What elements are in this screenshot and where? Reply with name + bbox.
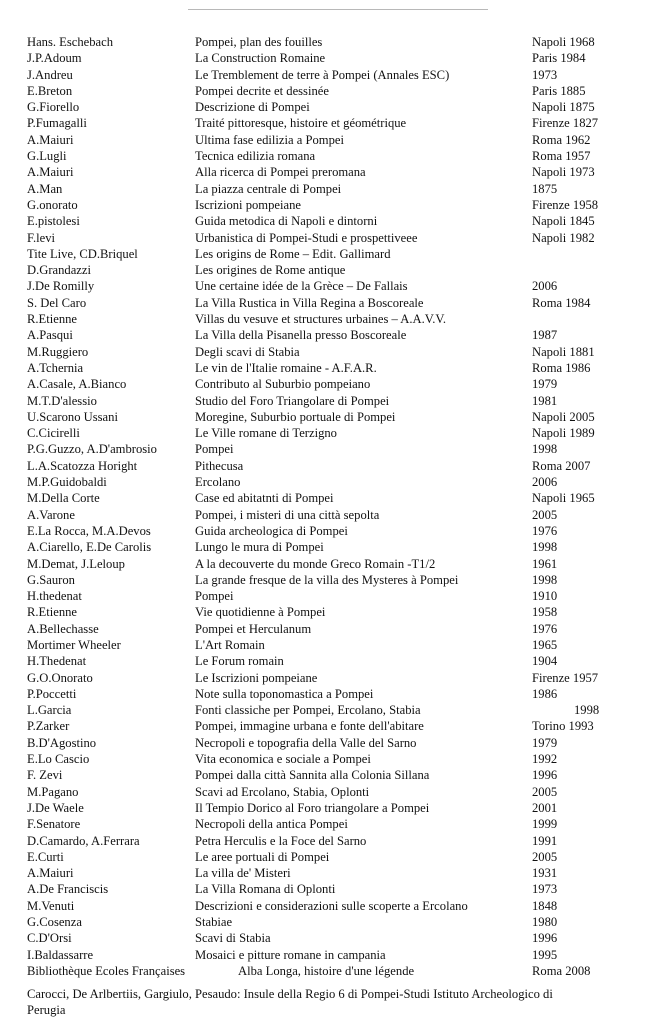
entry-publication: Napoli 1881	[532, 344, 595, 359]
entry-author: E.pistolesi	[27, 214, 80, 229]
entry-publication: 1875	[532, 181, 558, 196]
entry-author: G.O.Onorato	[27, 670, 93, 685]
entry-author: J.P.Adoum	[27, 51, 82, 66]
entry-publication: Napoli 1965	[532, 491, 595, 506]
entry-author: J.De Waele	[27, 800, 84, 815]
bibliography-entry	[27, 556, 637, 572]
bibliography-entry	[27, 474, 637, 490]
bibliography-entry	[27, 653, 637, 669]
bibliography-entry	[27, 621, 637, 637]
entry-title: Moregine, Suburbio portuale di Pompei	[195, 409, 396, 424]
entry-title: La grande fresque de la villa des Mysteres à Pompei	[195, 572, 459, 587]
entry-title: Petra Herculis e la Foce del Sarno	[195, 833, 367, 848]
entry-title: Le Tremblement de terre à Pompei (Annales ESC)	[195, 67, 450, 82]
entry-title: Pompei, i misteri di una città sepolta	[195, 507, 380, 522]
entry-author: C.D'Orsi	[27, 931, 72, 946]
entry-title: Vita economica e sociale a Pompei	[195, 752, 371, 767]
entry-title: Note sulla toponomastica a Pompei	[195, 686, 374, 701]
entry-title: Degli scavi di Stabia	[195, 344, 300, 359]
bibliography-entry	[27, 637, 637, 653]
entry-title: Pompei et Herculanum	[195, 621, 312, 636]
entry-author: P.Poccetti	[27, 686, 77, 701]
entry-title: Alba Longa, histoire d'une légende	[238, 963, 415, 978]
entry-title: La Construction Romaine	[195, 51, 326, 66]
entry-title: La Villa della Pisanella presso Boscoreale	[195, 328, 407, 343]
entry-author: G.Fiorello	[27, 100, 80, 115]
bibliography-entry	[27, 588, 637, 604]
entry-author: B.D'Agostino	[27, 735, 97, 750]
bibliography-entry	[27, 376, 637, 392]
entry-title: Stabiae	[195, 915, 233, 930]
bibliography-entry	[27, 507, 637, 523]
entry-author: M.Demat, J.Leloup	[27, 556, 125, 571]
entry-publication: 1973	[532, 67, 558, 82]
bibliography-entry	[27, 246, 637, 262]
entry-author: M.Della Corte	[27, 491, 100, 506]
bibliography-entry	[27, 409, 637, 425]
entry-title: Le aree portuali di Pompei	[195, 849, 330, 864]
entry-author: J.Andreu	[27, 67, 73, 82]
entry-author: E.Curti	[27, 849, 64, 864]
entry-title: A la decouverte du monde Greco Romain -T1/2	[195, 556, 436, 571]
entry-publication: Paris 1885	[532, 83, 586, 98]
entry-title: Pithecusa	[195, 458, 244, 473]
entry-author: M.T.D'alessio	[27, 393, 97, 408]
entry-publication: 1998	[532, 442, 558, 457]
entry-publication: 1848	[532, 898, 558, 913]
entry-title: Fonti classiche per Pompei, Ercolano, Stabia	[195, 703, 421, 718]
entry-publication: 1976	[532, 523, 558, 538]
entry-author: A.Pasqui	[27, 328, 73, 343]
bibliography-entry	[27, 833, 637, 849]
bibliography-entry	[27, 327, 637, 343]
bibliography-entry	[27, 344, 637, 360]
entry-author: L.A.Scatozza Horight	[27, 458, 138, 473]
entry-title: Pompei	[195, 442, 234, 457]
bibliography-entry	[27, 67, 637, 83]
entry-title: Il Tempio Dorico al Foro triangolare a Pompei	[195, 800, 430, 815]
entry-publication: 2001	[532, 800, 558, 815]
bibliography-entry	[27, 604, 637, 620]
entry-publication: 1995	[532, 947, 558, 962]
entry-author: A.Bellechasse	[27, 621, 99, 636]
entry-title: Mosaici e pitture romane in campania	[195, 947, 386, 962]
entry-title: Pompei	[195, 589, 234, 604]
bibliography-entry	[27, 735, 637, 751]
bibliography-entry	[27, 539, 637, 555]
entry-title: Pompei dalla città Sannita alla Colonia Sillana	[195, 768, 430, 783]
entry-title: Les origines de Rome antique	[195, 263, 346, 278]
bibliography-entry	[27, 213, 637, 229]
entry-publication: Napoli 1982	[532, 230, 595, 245]
bibliography-entry	[27, 686, 637, 702]
bibliography-entry	[27, 262, 637, 278]
entry-publication: 1979	[532, 377, 558, 392]
bibliography-entry	[27, 865, 637, 881]
entry-publication: 1986	[532, 686, 558, 701]
entry-author: H.Thedenat	[27, 654, 87, 669]
entry-title: Guida metodica di Napoli e dintorni	[195, 214, 378, 229]
entry-title: Les origins de Rome – Edit. Gallimard	[195, 246, 391, 261]
entry-title: Tecnica edilizia romana	[195, 149, 316, 164]
entry-publication: 1996	[532, 931, 558, 946]
bibliography-entry	[27, 181, 637, 197]
entry-title: Scavi ad Ercolano, Stabia, Oplonti	[195, 784, 370, 799]
bibliography-entry	[27, 816, 637, 832]
top-divider	[188, 9, 488, 10]
entry-publication: 1965	[532, 637, 558, 652]
entry-title: Ultima fase edilizia a Pompei	[195, 132, 344, 147]
entry-publication: Roma 2008	[532, 963, 591, 978]
entry-author: U.Scarono Ussani	[27, 409, 118, 424]
entry-author: Mortimer Wheeler	[27, 637, 121, 652]
entry-publication: 1958	[532, 605, 558, 620]
entry-title: Pompei, immagine urbana e fonte dell'abitare	[195, 719, 424, 734]
entry-publication: Firenze 1958	[532, 197, 599, 212]
entry-title: Case ed abitatnti di Pompei	[195, 491, 334, 506]
entry-title: Guida archeologica di Pompei	[195, 523, 348, 538]
entry-title: Iscrizioni pompeiane	[195, 197, 301, 212]
entry-author: A.Maiuri	[27, 132, 74, 147]
bibliography-entry	[27, 898, 637, 914]
entry-author: G.Cosenza	[27, 915, 82, 930]
bibliography-entry	[27, 50, 637, 66]
entry-publication: Roma 2007	[532, 458, 591, 473]
entry-title: Necropoli e topografia della Valle del Sarno	[195, 735, 417, 750]
entry-publication: Firenze 1827	[532, 116, 599, 131]
entry-title: L'Art Romain	[195, 637, 265, 652]
bibliography-entry	[27, 751, 637, 767]
entry-author: Tite Live, CD.Briquel	[27, 246, 138, 261]
entry-publication: Napoli 1989	[532, 426, 595, 441]
entry-publication: 1976	[532, 621, 558, 636]
entry-author: Hans. Eschebach	[27, 35, 114, 49]
entry-author: D.Grandazzi	[27, 263, 91, 278]
entry-author: P.G.Guzzo, A.D'ambrosio	[27, 442, 157, 457]
entry-author: G.Lugli	[27, 149, 67, 164]
entry-publication: 1991	[532, 833, 558, 848]
entry-author: E.La Rocca, M.A.Devos	[27, 523, 151, 538]
entry-publication: 1931	[532, 866, 558, 881]
entry-author: A.Maiuri	[27, 165, 74, 180]
entry-author: C.Cicirelli	[27, 426, 80, 441]
bibliography-footer-line-1: Carocci, De Arlbertiis, Gargiulo, Pesaudo: Insule della Regio 6 di Pompei-Studi Istituto Archeologico di	[27, 987, 553, 1001]
bibliography-entry	[27, 881, 637, 897]
bibliography-entry	[27, 148, 637, 164]
bibliography-entry	[27, 523, 637, 539]
entry-publication: Torino 1993	[532, 719, 594, 734]
entry-author: Bibliothèque Ecoles Françaises	[27, 963, 186, 978]
bibliography-entry	[27, 930, 637, 946]
entry-title: Descrizioni e considerazioni sulle scoperte a Ercolano	[195, 898, 468, 913]
entry-title: Urbanistica di Pompei-Studi e prospettiveee	[195, 230, 418, 245]
entry-author: J.De Romilly	[27, 279, 95, 294]
entry-title: Le Forum romain	[195, 654, 284, 669]
entry-publication: 1992	[532, 752, 558, 767]
entry-author: M.Ruggiero	[27, 344, 89, 359]
entry-title: Pompei decrite et dessinée	[195, 83, 329, 98]
entry-publication: Napoli 1973	[532, 165, 595, 180]
bibliography-entry	[27, 360, 637, 376]
entry-title: Le Ville romane di Terzigno	[195, 426, 337, 441]
entry-title: Lungo le mura di Pompei	[195, 540, 324, 555]
entry-author: A.Varone	[27, 507, 75, 522]
bibliography-entry	[27, 132, 637, 148]
bibliography-entry	[27, 115, 637, 131]
entry-title: Scavi di Stabia	[195, 931, 271, 946]
bibliography-entry	[27, 441, 637, 457]
bibliography-entry	[27, 784, 637, 800]
entry-author: G.onorato	[27, 197, 78, 212]
bibliography-entry	[27, 164, 637, 180]
entry-title: Villas du vesuve et structures urbaines – A.A.V.V.	[195, 312, 446, 327]
entry-author: R.Etienne	[27, 605, 78, 620]
entry-publication: 1961	[532, 556, 558, 571]
bibliography-entry	[27, 34, 637, 50]
entry-title: Une certaine idée de la Grèce – De Fallais	[195, 279, 408, 294]
entry-author: A.Tchernia	[27, 360, 84, 375]
entry-title: La piazza centrale di Pompei	[195, 181, 342, 196]
entry-author: M.P.Guidobaldi	[27, 475, 107, 490]
entry-author: A.Casale, A.Bianco	[27, 377, 127, 392]
entry-title: La villa de' Misteri	[195, 866, 291, 881]
entry-publication: 1981	[532, 393, 558, 408]
bibliography-entry	[27, 963, 637, 979]
entry-publication: 1979	[532, 735, 558, 750]
entry-author: I.Baldassarre	[27, 947, 94, 962]
bibliography-entry	[27, 849, 637, 865]
entry-publication: Napoli 1968	[532, 35, 595, 49]
entry-publication: Firenze 1957	[532, 670, 599, 685]
entry-publication: Roma 1984	[532, 295, 591, 310]
entry-author: H.thedenat	[27, 589, 82, 604]
bibliography-entry	[27, 230, 637, 246]
entry-author: G.Sauron	[27, 572, 75, 587]
entry-author: L.Garcia	[27, 703, 72, 718]
entry-publication: 1998	[532, 572, 558, 587]
entry-author: E.Breton	[27, 83, 73, 98]
entry-title: Necropoli della antica Pompei	[195, 817, 348, 832]
entry-publication: Roma 1957	[532, 149, 591, 164]
entry-author: M.Pagano	[27, 784, 79, 799]
entry-publication: Roma 1962	[532, 132, 591, 147]
bibliography-entry	[27, 99, 637, 115]
entry-publication: 2006	[532, 279, 558, 294]
bibliography-entry	[27, 914, 637, 930]
entry-publication: 2005	[532, 784, 558, 799]
entry-publication: 1910	[532, 589, 558, 604]
entry-publication: 1973	[532, 882, 558, 897]
bibliography-entry	[27, 702, 637, 718]
bibliography-entry	[27, 278, 637, 294]
entry-author: R.Etienne	[27, 312, 78, 327]
entry-title: Le vin de l'Italie romaine - A.F.A.R.	[195, 360, 377, 375]
entry-title: Descrizione di Pompei	[195, 100, 310, 115]
bibliography-entry	[27, 425, 637, 441]
entry-title: Traité pittoresque, histoire et géométrique	[195, 116, 407, 131]
entry-title: Pompei, plan des fouilles	[195, 35, 323, 49]
entry-author: S. Del Caro	[27, 295, 87, 310]
entry-publication: 1987	[532, 328, 558, 343]
entry-publication: 1904	[532, 654, 558, 669]
entry-publication: 2005	[532, 849, 558, 864]
entry-title: Vie quotidienne à Pompei	[195, 605, 326, 620]
bibliography-entry	[27, 767, 637, 783]
entry-title: La Villa Rustica in Villa Regina a Boscoreale	[195, 295, 424, 310]
entry-author: E.Lo Cascio	[27, 752, 90, 767]
bibliography-entry	[27, 490, 637, 506]
entry-author: F.Senatore	[27, 817, 81, 832]
entry-title: Alla ricerca di Pompei preromana	[195, 165, 366, 180]
entry-publication: 1998	[532, 540, 558, 555]
bibliography-entry	[27, 718, 637, 734]
entry-author: F.levi	[27, 230, 56, 245]
entry-title: Le Iscrizioni pompeiane	[195, 670, 318, 685]
entry-publication: Napoli 1845	[532, 214, 595, 229]
entry-title: Ercolano	[195, 475, 241, 490]
entry-author: F. Zevi	[27, 768, 63, 783]
entry-title: Studio del Foro Triangolare di Pompei	[195, 393, 390, 408]
entry-publication: 1996	[532, 768, 558, 783]
entry-title: La Villa Romana di Oplonti	[195, 882, 336, 897]
bibliography-entry	[27, 670, 637, 686]
entry-publication: 1999	[532, 817, 558, 832]
entry-publication: 1980	[532, 915, 558, 930]
bibliography-list	[27, 34, 637, 979]
entry-author: A.De Franciscis	[27, 882, 109, 897]
bibliography-entry	[27, 197, 637, 213]
entry-author: M.Venuti	[27, 898, 75, 913]
bibliography-entry	[27, 295, 637, 311]
entry-author: A.Man	[27, 181, 63, 196]
bibliography-entry	[27, 800, 637, 816]
entry-title: Contributo al Suburbio pompeiano	[195, 377, 371, 392]
entry-author: P.Fumagalli	[27, 116, 87, 131]
entry-author: P.Zarker	[27, 719, 70, 734]
entry-publication: Napoli 2005	[532, 409, 595, 424]
entry-publication: Napoli 1875	[532, 100, 595, 115]
entry-author: A.Maiuri	[27, 866, 74, 881]
entry-author: A.Ciarello, E.De Carolis	[27, 540, 152, 555]
entry-author: D.Camardo, A.Ferrara	[27, 833, 140, 848]
entry-publication: 1998	[574, 703, 600, 718]
bibliography-entry	[27, 572, 637, 588]
entry-publication: 2005	[532, 507, 558, 522]
entry-publication: Roma 1986	[532, 360, 591, 375]
bibliography-footer-line-2: Perugia	[27, 1003, 66, 1017]
bibliography-entry	[27, 393, 637, 409]
bibliography-entry	[27, 311, 637, 327]
bibliography-entry	[27, 947, 637, 963]
entry-publication: 2006	[532, 475, 558, 490]
bibliography-entry	[27, 458, 637, 474]
entry-publication: Paris 1984	[532, 51, 586, 66]
bibliography-entry	[27, 83, 637, 99]
